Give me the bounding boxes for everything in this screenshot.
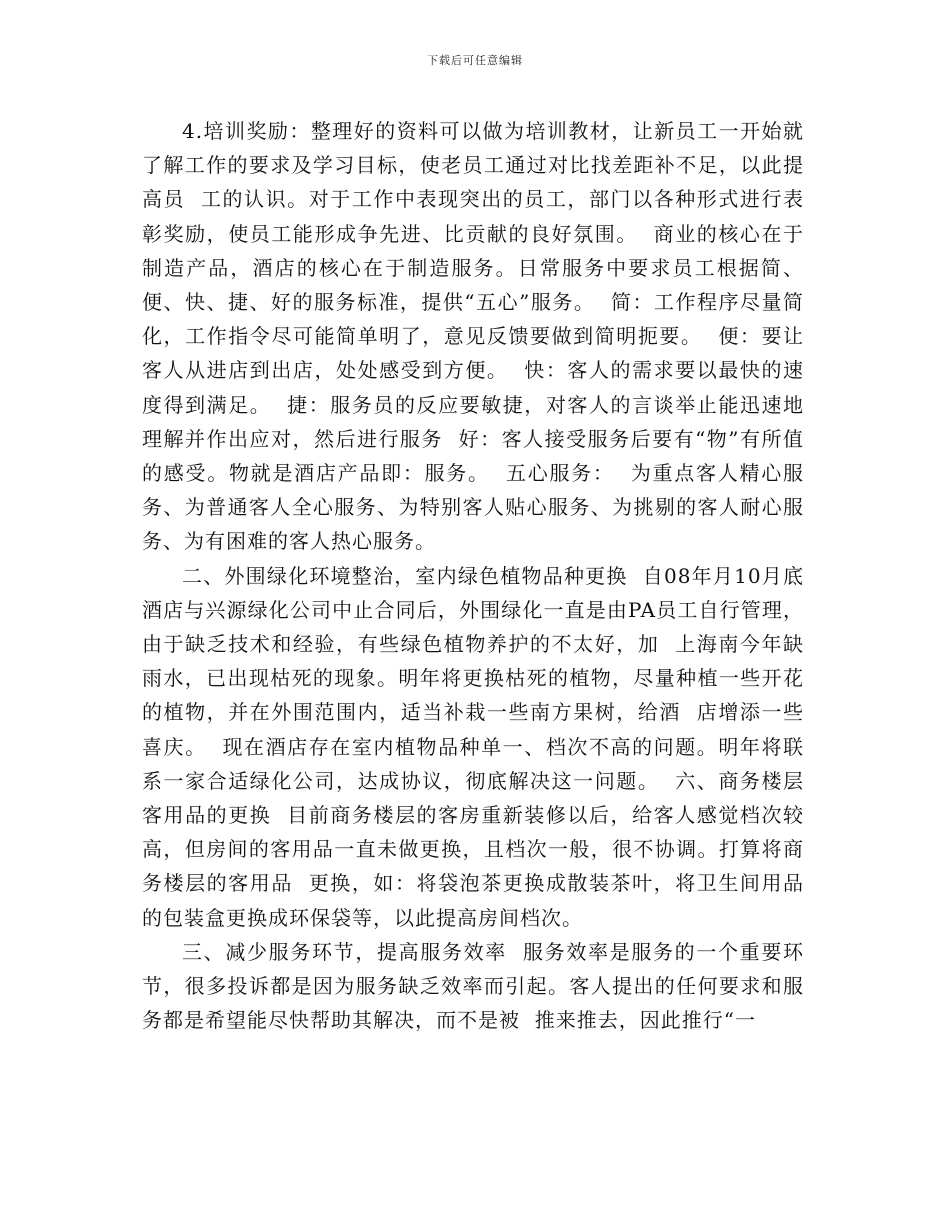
page-header: 下载后可任意编辑 [427, 54, 523, 67]
document-body [142, 114, 804, 1037]
paragraph-service-efficiency: 三、减少服务环节，提高服务效率 服务效率是服务的一个重要环节，很多投诉都是因为服务缺乏效率而引起。客人提出的任何要求和服务都是希望能尽快帮助其解决，而不是被 推来推去，因此推行“一 [142, 939, 804, 1033]
paragraph-greening-plants: 二、外围绿化环境整治，室内绿色植物品种更换 自08年月10月底酒店与兴源绿化公司中止合同后，外围绿化一直是由PA员工自行管理，由于缺乏技术和经验，有些绿色植物养护的不太好，加 上海南今年缺雨水，已出现枯死的现象。明年将更换枯死的植物，尽量种植一些开花的植物，并在外围范围内，适当补栽一些南方果树，给酒 店增添一些喜庆。 现在酒店存在室内植物品种单一、档次不高的问题。明年将联系一家合适绿化公司，达成协议，彻底解决这一问题。 六、商务楼层客用品的更换 目前商务楼层的客房重新装修以后，给客人感觉档次较高，但房间的客用品一直未做更换，且档次一般，很不协调。打算将商务楼层的客用品 更换，如：将袋泡茶更换成散装茶叶，将卫生间用品的包装盒更换成环保袋等，以此提高房间档次。 [142, 563, 804, 930]
paragraph-training-rewards: 4.培训奖励：整理好的资料可以做为培训教材，让新员工一开始就了解工作的要求及学习目标，使老员工通过对比找差距补不足，以此提高员 工的认识。对于工作中表现突出的员工，部门以各种形式进行表彰奖励，使员工能形成争先进、比贡献的良好氛围。 商业的核心在于制造产品，酒店的核心在于制造服务。日常服务中要求员工根据简、便、快、捷、好的服务标准，提供“五心”服务。 简：工作程序尽量简化，工作指令尽可能简单明了，意见反馈要做到简明扼要。 便：要让客人从进店到出店，处处感受到方便。 快：客人的需求要以最快的速度得到满足。 捷：服务员的反应要敏捷，对客人的言谈举止能迅速地理解并作出应对，然后进行服务 好：客人接受服务后要有“物”有所值的感受。物就是酒店产品即：服务。 五心服务： 为重点客人精心服务、为普通客人全心服务、为特别客人贴心服务、为挑剔的客人耐心服务、为有困难的客人热心服务。 [142, 119, 804, 554]
